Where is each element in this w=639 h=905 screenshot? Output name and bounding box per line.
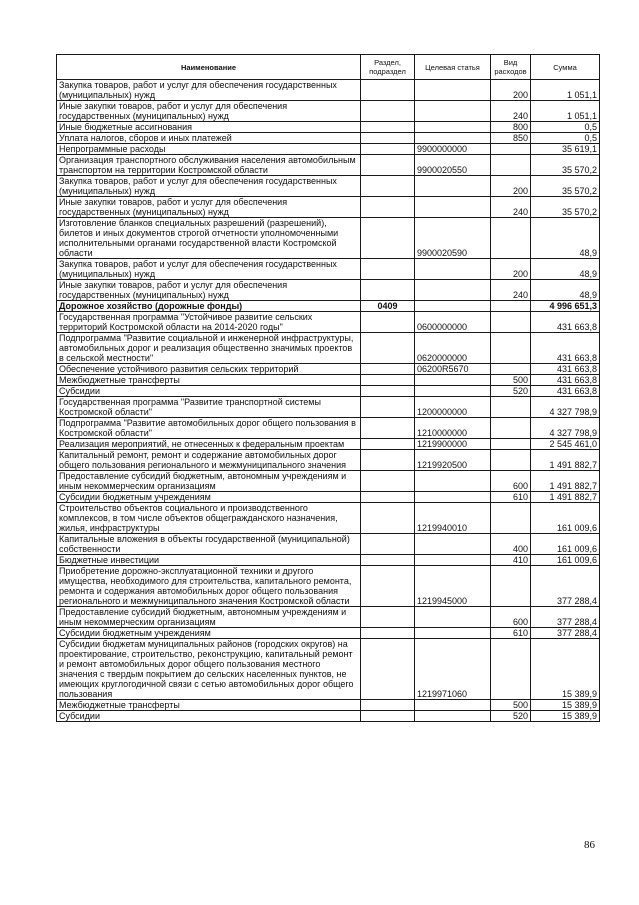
cell-target: 1219900000 <box>415 439 491 450</box>
cell-section <box>361 607 415 628</box>
cell-target <box>415 555 491 566</box>
cell-kind: 200 <box>491 259 531 280</box>
column-header-kind: Вид расходов <box>491 55 531 80</box>
table-row <box>57 176 600 197</box>
cell-section <box>361 197 415 218</box>
column-header-sum: Сумма <box>531 55 600 80</box>
cell-name: Дорожное хозяйство (дорожные фонды) <box>57 301 361 312</box>
cell-sum: 1 491 882,7 <box>531 492 600 503</box>
cell-target: 0600000000 <box>415 312 491 333</box>
cell-sum: 2 545 461,0 <box>531 439 600 450</box>
cell-target: 9900000000 <box>415 144 491 155</box>
cell-target <box>415 301 491 312</box>
cell-kind: 520 <box>491 711 531 722</box>
cell-target <box>415 711 491 722</box>
cell-kind: 520 <box>491 386 531 397</box>
table-row <box>57 259 600 280</box>
cell-kind: 610 <box>491 492 531 503</box>
cell-sum: 0,5 <box>531 122 600 133</box>
cell-name: Бюджетные инвестиции <box>57 555 361 566</box>
cell-sum: 161 009,6 <box>531 503 600 534</box>
cell-sum: 431 663,8 <box>531 364 600 375</box>
table-row <box>57 333 600 364</box>
cell-sum: 377 288,4 <box>531 607 600 628</box>
cell-section <box>361 566 415 607</box>
cell-kind <box>491 155 531 176</box>
cell-section <box>361 155 415 176</box>
cell-sum: 0,5 <box>531 133 600 144</box>
cell-name: Государственная программа "Устойчивое развитие сельских территорий Костромской области на 2014-2020 годы" <box>57 312 361 333</box>
cell-kind: 240 <box>491 197 531 218</box>
cell-sum: 1 491 882,7 <box>531 471 600 492</box>
cell-name: Строительство объектов социального и производственного комплексов, в том числе объектов общегражданского назначения, жилья, инфраструктуры <box>57 503 361 534</box>
cell-target <box>415 176 491 197</box>
cell-section <box>361 364 415 375</box>
cell-kind <box>491 333 531 364</box>
cell-section <box>361 450 415 471</box>
cell-section <box>361 259 415 280</box>
cell-target: 06200R5670 <box>415 364 491 375</box>
table-row <box>57 80 600 101</box>
cell-target: 1219971060 <box>415 639 491 700</box>
cell-name: Капитальный ремонт, ремонт и содержание автомобильных дорог общего пользования регионального и межмуниципального значения <box>57 450 361 471</box>
table-row <box>57 218 600 259</box>
cell-name: Субсидии <box>57 386 361 397</box>
cell-target: 0620000000 <box>415 333 491 364</box>
cell-kind: 600 <box>491 607 531 628</box>
table-row <box>57 418 600 439</box>
cell-sum: 15 389,9 <box>531 711 600 722</box>
cell-sum: 4 327 798,9 <box>531 418 600 439</box>
cell-target <box>415 492 491 503</box>
cell-target <box>415 259 491 280</box>
cell-target <box>415 197 491 218</box>
cell-target <box>415 471 491 492</box>
cell-name: Организация транспортного обслуживания населения автомобильным транспортом на территории Костромской области <box>57 155 361 176</box>
cell-section <box>361 555 415 566</box>
cell-name: Капитальные вложения в объекты государственной (муниципальной) собственности <box>57 534 361 555</box>
cell-name: Иные закупки товаров, работ и услуг для обеспечения государственных (муниципальных) нужд <box>57 280 361 301</box>
cell-section <box>361 628 415 639</box>
table-row <box>57 503 600 534</box>
cell-kind: 800 <box>491 122 531 133</box>
cell-name: Межбюджетные трансферты <box>57 700 361 711</box>
cell-name: Подпрограмма "Развитие социальной и инженерной инфраструктуры, автомобильных дорог и реализация общественно значимых проектов в сельской местности" <box>57 333 361 364</box>
cell-target <box>415 386 491 397</box>
cell-section <box>361 333 415 364</box>
cell-target <box>415 80 491 101</box>
cell-sum: 4 996 651,3 <box>531 301 600 312</box>
table-row <box>57 711 600 722</box>
cell-kind <box>491 566 531 607</box>
cell-section <box>361 418 415 439</box>
cell-kind <box>491 439 531 450</box>
cell-sum: 35 570,2 <box>531 155 600 176</box>
table-row <box>57 471 600 492</box>
budget-table <box>56 54 600 722</box>
cell-sum: 35 619,1 <box>531 144 600 155</box>
cell-kind <box>491 450 531 471</box>
cell-kind <box>491 144 531 155</box>
cell-sum: 48,9 <box>531 259 600 280</box>
cell-target <box>415 375 491 386</box>
cell-sum: 161 009,6 <box>531 555 600 566</box>
column-header-section: Раздел, подраздел <box>361 55 415 80</box>
cell-sum: 1 051,1 <box>531 80 600 101</box>
cell-kind: 500 <box>491 375 531 386</box>
cell-kind: 410 <box>491 555 531 566</box>
cell-section <box>361 101 415 122</box>
cell-sum: 377 288,4 <box>531 628 600 639</box>
cell-kind: 240 <box>491 280 531 301</box>
cell-name: Закупка товаров, работ и услуг для обеспечения государственных (муниципальных) нужд <box>57 176 361 197</box>
table-row <box>57 607 600 628</box>
table-header <box>57 55 600 80</box>
cell-sum: 4 327 798,9 <box>531 397 600 418</box>
table-row <box>57 397 600 418</box>
cell-name: Субсидии бюджетам муниципальных районов (городских округов) на проектирование, строительство, реконструкцию, капитальный ремонт и ремонт автомобильных дорог общего пользования местного значения с твердым покрытием до сельских населенных пунктов, не имеющих круглогодичной связи с сетью автомобильных дорог общего пользования <box>57 639 361 700</box>
cell-kind: 500 <box>491 700 531 711</box>
cell-target: 9900020590 <box>415 218 491 259</box>
cell-section: 0409 <box>361 301 415 312</box>
cell-sum: 15 389,9 <box>531 700 600 711</box>
table-row <box>57 312 600 333</box>
cell-target <box>415 607 491 628</box>
cell-name: Субсидии <box>57 711 361 722</box>
table-row <box>57 534 600 555</box>
cell-section <box>361 133 415 144</box>
cell-target <box>415 101 491 122</box>
cell-sum: 35 570,2 <box>531 176 600 197</box>
cell-section <box>361 471 415 492</box>
cell-name: Предоставление субсидий бюджетным, автономным учреждениям и иным некоммерческим организациям <box>57 471 361 492</box>
table-row <box>57 439 600 450</box>
table-row <box>57 628 600 639</box>
cell-kind: 610 <box>491 628 531 639</box>
cell-target: 1210000000 <box>415 418 491 439</box>
cell-target <box>415 133 491 144</box>
cell-name: Изготовление бланков специальных разрешений (разрешений), билетов и иных документов строгой отчетности уполномоченными исполнительными органами государственной власти Костромской области <box>57 218 361 259</box>
cell-kind <box>491 503 531 534</box>
cell-section <box>361 312 415 333</box>
cell-kind: 240 <box>491 101 531 122</box>
table-row <box>57 301 600 312</box>
cell-section <box>361 700 415 711</box>
cell-section <box>361 534 415 555</box>
table-row <box>57 364 600 375</box>
table-row <box>57 639 600 700</box>
cell-section <box>361 711 415 722</box>
table-row <box>57 155 600 176</box>
table-row <box>57 101 600 122</box>
column-header-name: Наименование <box>57 55 361 80</box>
cell-target: 1219920500 <box>415 450 491 471</box>
cell-kind <box>491 218 531 259</box>
cell-section <box>361 218 415 259</box>
cell-section <box>361 503 415 534</box>
cell-target: 1219940010 <box>415 503 491 534</box>
cell-section <box>361 639 415 700</box>
cell-name: Субсидии бюджетным учреждениям <box>57 628 361 639</box>
cell-section <box>361 386 415 397</box>
cell-name: Иные бюджетные ассигнования <box>57 122 361 133</box>
cell-target <box>415 628 491 639</box>
cell-target <box>415 700 491 711</box>
cell-name: Приобретение дорожно-эксплуатационной техники и другого имущества, необходимого для строительства, капитального ремонта, ремонта и содержания автомобильных дорог общего пользования регионального и межмуниципального значения Костромской области <box>57 566 361 607</box>
cell-sum: 15 389,9 <box>531 639 600 700</box>
table-row <box>57 492 600 503</box>
cell-section <box>361 397 415 418</box>
table-row <box>57 555 600 566</box>
cell-sum: 431 663,8 <box>531 386 600 397</box>
table-row <box>57 375 600 386</box>
cell-kind: 200 <box>491 80 531 101</box>
cell-section <box>361 280 415 301</box>
table-row <box>57 280 600 301</box>
header-row <box>57 55 600 80</box>
cell-target: 1219945000 <box>415 566 491 607</box>
cell-section <box>361 375 415 386</box>
cell-section <box>361 144 415 155</box>
cell-name: Закупка товаров, работ и услуг для обеспечения государственных (муниципальных) нужд <box>57 259 361 280</box>
cell-name: Уплата налогов, сборов и иных платежей <box>57 133 361 144</box>
cell-sum: 431 663,8 <box>531 333 600 364</box>
cell-kind <box>491 301 531 312</box>
cell-kind: 600 <box>491 471 531 492</box>
cell-section <box>361 492 415 503</box>
cell-name: Подпрограмма "Развитие автомобильных дорог общего пользования в Костромской области" <box>57 418 361 439</box>
table-row <box>57 386 600 397</box>
cell-name: Государственная программа "Развитие транспортной системы Костромской области" <box>57 397 361 418</box>
cell-kind: 200 <box>491 176 531 197</box>
table-row <box>57 450 600 471</box>
cell-kind <box>491 418 531 439</box>
cell-target: 1200000000 <box>415 397 491 418</box>
cell-name: Иные закупки товаров, работ и услуг для обеспечения государственных (муниципальных) нужд <box>57 197 361 218</box>
cell-kind: 850 <box>491 133 531 144</box>
cell-target <box>415 122 491 133</box>
cell-name: Обеспечение устойчивого развития сельских территорий <box>57 364 361 375</box>
cell-section <box>361 80 415 101</box>
cell-target <box>415 280 491 301</box>
cell-sum: 1 051,1 <box>531 101 600 122</box>
cell-target: 9900020550 <box>415 155 491 176</box>
cell-sum: 161 009,6 <box>531 534 600 555</box>
cell-name: Иные закупки товаров, работ и услуг для обеспечения государственных (муниципальных) нужд <box>57 101 361 122</box>
column-header-target: Целевая статья <box>415 55 491 80</box>
cell-kind <box>491 364 531 375</box>
table-row <box>57 133 600 144</box>
cell-name: Предоставление субсидий бюджетным, автономным учреждениям и иным некоммерческим организациям <box>57 607 361 628</box>
cell-section <box>361 176 415 197</box>
cell-section <box>361 439 415 450</box>
cell-sum: 1 491 882,7 <box>531 450 600 471</box>
cell-name: Закупка товаров, работ и услуг для обеспечения государственных (муниципальных) нужд <box>57 80 361 101</box>
cell-target <box>415 534 491 555</box>
table-body <box>57 80 600 722</box>
cell-name: Субсидии бюджетным учреждениям <box>57 492 361 503</box>
table-row <box>57 122 600 133</box>
cell-kind <box>491 312 531 333</box>
cell-sum: 35 570,2 <box>531 197 600 218</box>
cell-sum: 377 288,4 <box>531 566 600 607</box>
cell-name: Реализация мероприятий, не отнесенных к федеральным проектам <box>57 439 361 450</box>
cell-sum: 48,9 <box>531 280 600 301</box>
cell-kind <box>491 639 531 700</box>
page-number: 86 <box>584 839 595 851</box>
table-row <box>57 144 600 155</box>
cell-kind: 400 <box>491 534 531 555</box>
cell-sum: 48,9 <box>531 218 600 259</box>
table-row <box>57 197 600 218</box>
cell-sum: 431 663,8 <box>531 375 600 386</box>
table-row <box>57 700 600 711</box>
cell-sum: 431 663,8 <box>531 312 600 333</box>
cell-section <box>361 122 415 133</box>
table-row <box>57 566 600 607</box>
cell-name: Непрограммные расходы <box>57 144 361 155</box>
cell-name: Межбюджетные трансферты <box>57 375 361 386</box>
cell-kind <box>491 397 531 418</box>
